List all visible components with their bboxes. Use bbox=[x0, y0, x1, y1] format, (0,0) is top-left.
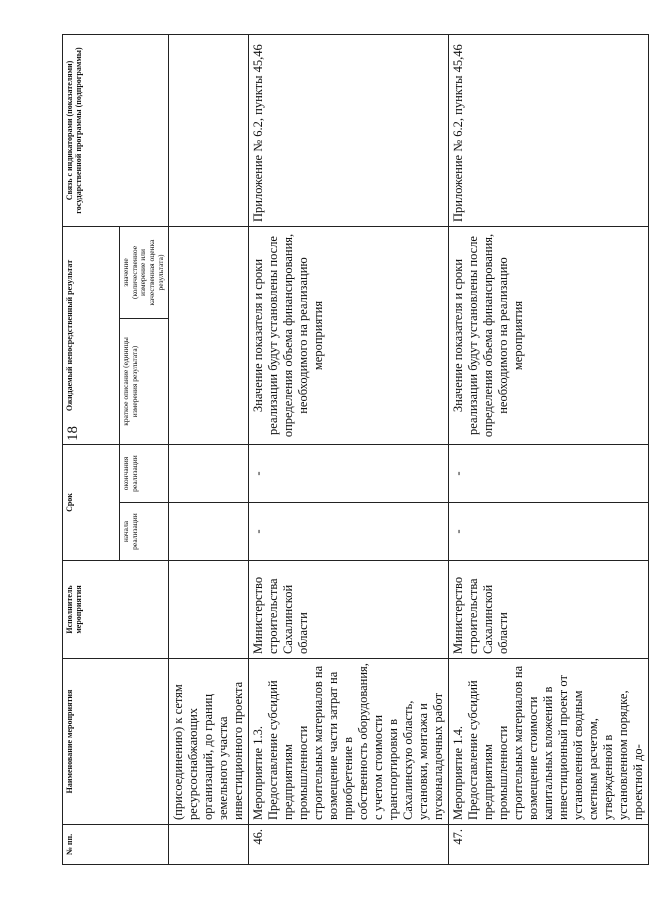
header-num: № пп. bbox=[63, 825, 169, 865]
table-row bbox=[169, 35, 249, 865]
row-name: Мероприятие 1.3. Предоставление субсидий предприятиям промышленности строительных материалов на возмещение части затрат на приобретение в собственность оборудования, с учетом стоимости транспортировки в Сахалинскую область, установки, монтажа и пусконаладочных работ bbox=[249, 659, 449, 825]
table-row bbox=[449, 35, 649, 865]
row-executor: Министерство строительства Сахалинской области bbox=[249, 561, 449, 659]
row-num: 47. bbox=[449, 825, 649, 865]
row-num: 46. bbox=[249, 825, 449, 865]
row-result: Значение показателя и сроки реализации будут установлены после определения объема финансирования, необходимого на реализацию мероприятия bbox=[449, 227, 649, 445]
row-link: Приложение № 6.2, пункты 45,46 bbox=[249, 35, 449, 227]
row-result bbox=[169, 227, 249, 445]
header-row-1 bbox=[63, 35, 120, 865]
row-name: Мероприятие 1.4. Предоставление субсидий предприятиям промышленности строительных материалов на возмещение стоимости капитальных вложений в инвестиционный проект от установленной сводным сметным расчетом, утвержденной в установленном порядке, проектной до- bbox=[449, 659, 649, 825]
row-end: - bbox=[449, 445, 649, 503]
measures-table bbox=[62, 34, 649, 865]
row-link: Приложение № 6.2, пункты 45,46 bbox=[449, 35, 649, 227]
page-number: 18 bbox=[65, 426, 81, 441]
rotated-table-wrapper bbox=[62, 35, 645, 865]
header-name: Наименование мероприятия bbox=[63, 659, 169, 825]
table-row bbox=[249, 35, 449, 865]
header-term-end: окончания реализации bbox=[120, 445, 169, 503]
row-executor: Министерство строительства Сахалинской области bbox=[449, 561, 649, 659]
header-executor: Исполнитель мероприятия bbox=[63, 561, 169, 659]
row-result: Значение показателя и сроки реализации будут установлены после определения объема финансирования, необходимого на реализацию мероприятия bbox=[249, 227, 449, 445]
header-result-desc: краткое описание (единицы измерения результата) bbox=[120, 319, 169, 445]
row-link bbox=[169, 35, 249, 227]
row-start: - bbox=[449, 503, 649, 561]
row-num bbox=[169, 825, 249, 865]
row-start: - bbox=[249, 503, 449, 561]
header-term-start: начала реализации bbox=[120, 503, 169, 561]
header-term: Срок bbox=[63, 445, 120, 561]
row-executor bbox=[169, 561, 249, 659]
row-end: - bbox=[249, 445, 449, 503]
row-end bbox=[169, 445, 249, 503]
row-name: (присоединению) к сетям ресурсоснабжающих организаций, до границ земельного участка инвестиционного проекта bbox=[169, 659, 249, 825]
header-result-value: значение (количественное измерение или качественная оценка результата) bbox=[120, 227, 169, 319]
header-result: Ожидаемый непосредственный результат bbox=[63, 227, 120, 445]
header-link: Связь с индикаторами (показателями) государственной программы (подпрограммы) bbox=[63, 35, 169, 227]
row-start bbox=[169, 503, 249, 561]
